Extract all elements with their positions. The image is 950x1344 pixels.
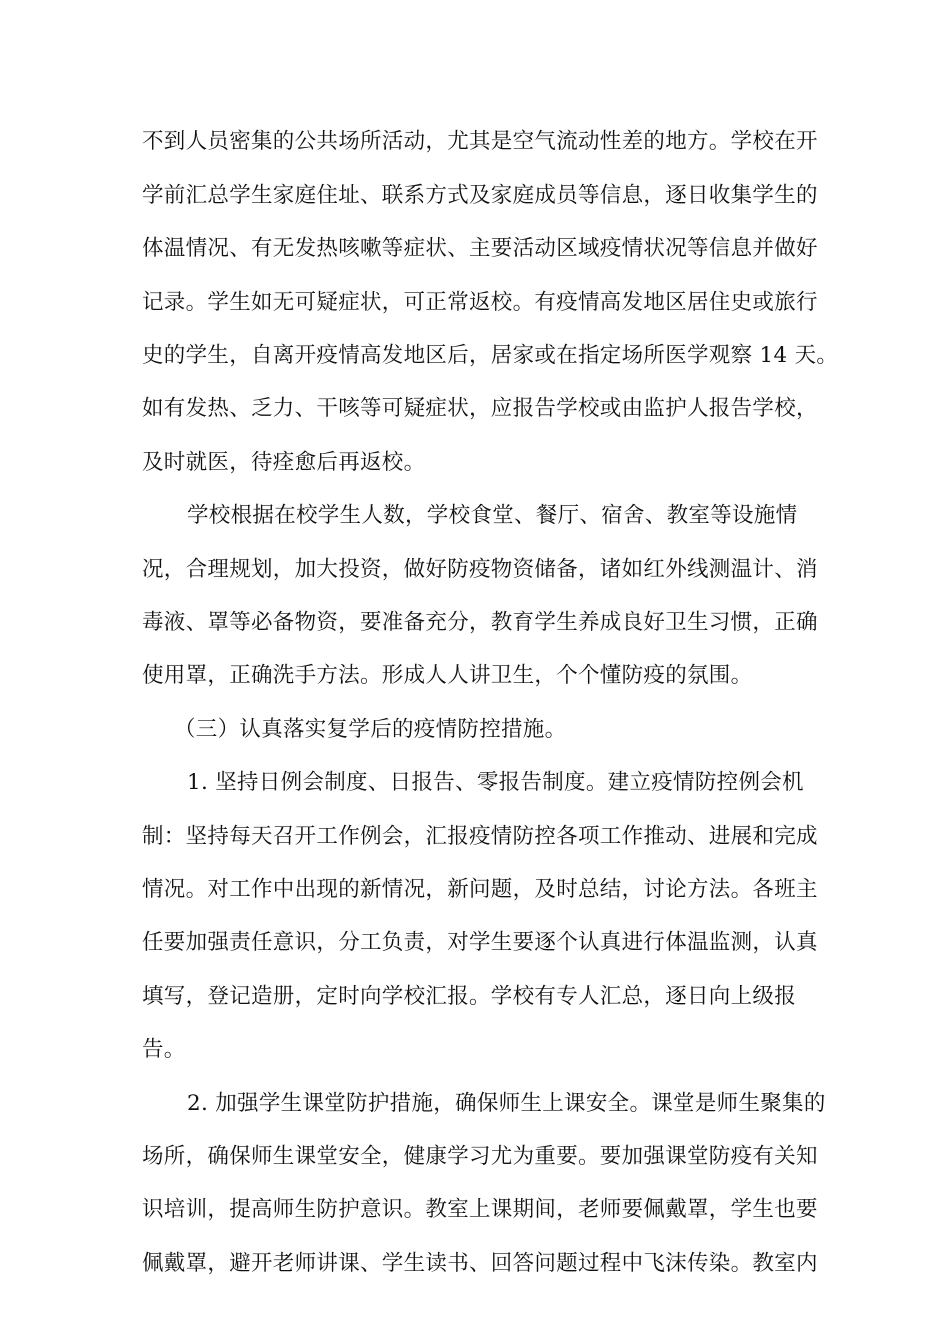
text-line: 任要加强责任意识，分工负责，对学生要逐个认真进行体温监测，认真	[142, 930, 818, 955]
text-line: 史的学生，自离开疫情高发地区后，居家或在指定场所医学观察 14 天。	[142, 343, 839, 368]
text-line: 况，合理规划，加大投资，做好防疫物资储备，诸如红外线测温计、消	[142, 557, 818, 582]
text-line: 场所，确保师生课堂安全，健康学习尤为重要。要加强课堂防疫有关知	[142, 1144, 818, 1169]
section-heading: （三）认真落实复学后的疫情防控措施。	[174, 717, 567, 742]
text-line: 学前汇总学生家庭住址、联系方式及家庭成员等信息，逐日收集学生的	[142, 183, 818, 208]
text-line: 制：坚持每天召开工作例会，汇报疫情防控各项工作推动、进展和完成	[142, 824, 818, 849]
text-line: 使用罩，正确洗手方法。形成人人讲卫生，个个懂防疫的氛围。	[142, 663, 753, 688]
text-line: 及时就医，待痊愈后再返校。	[142, 450, 426, 475]
text-line: 体温情况、有无发热咳嗽等症状、主要活动区域疫情状况等信息并做好	[142, 236, 818, 261]
text-line: 识培训，提高师生防护意识。教室上课期间，老师要佩戴罩，学生也要	[142, 1197, 818, 1222]
text-line: 记录。学生如无可疑症状，可正常返校。有疫情高发地区居住史或旅行	[142, 290, 818, 315]
text-line: 告。	[142, 1037, 186, 1062]
text-line: 佩戴罩，避开老师讲课、学生读书、回答问题过程中飞沫传染。教室内	[142, 1251, 818, 1276]
text-line: 如有发热、乏力、干咳等可疑症状，应报告学校或由监护人报告学校，	[142, 396, 818, 421]
text-line: 2. 加强学生课堂防护措施，确保师生上课安全。课堂是师生聚集的	[187, 1091, 826, 1116]
text-line: 填写，登记造册，定时向学校汇报。学校有专人汇总，逐日向上级报	[142, 984, 797, 1009]
text-line: 1. 坚持日例会制度、日报告、零报告制度。建立疫情防控例会机	[187, 770, 804, 795]
text-line: 学校根据在校学生人数，学校食堂、餐厅、宿舍、教室等设施情	[187, 503, 798, 528]
text-line: 不到人员密集的公共场所活动，尤其是空气流动性差的地方。学校在开	[142, 129, 818, 154]
text-line: 毒液、罩等必备物资，要准备充分，教育学生养成良好卫生习惯，正确	[142, 610, 818, 635]
text-line: 情况。对工作中出现的新情况，新问题，及时总结，讨论方法。各班主	[142, 877, 818, 902]
